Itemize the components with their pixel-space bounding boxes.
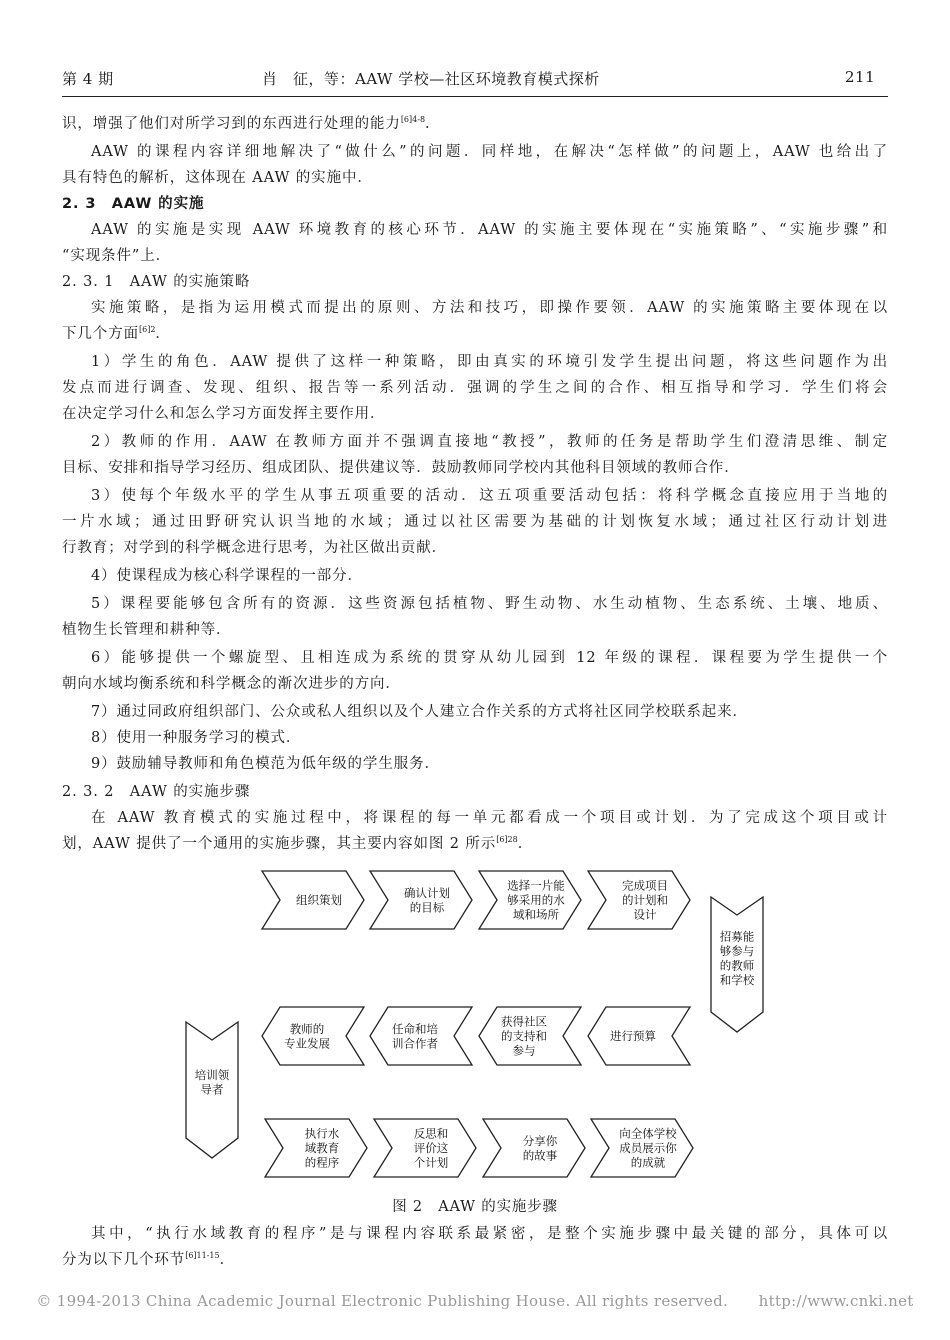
flow-step-label: 向全体学校成员展示你的成就	[619, 1126, 677, 1170]
paragraph-line: 在 AAW 教育模式的实施过程中，将课程的每一单元都看成一个项目或计划．为了完成这个项目或计	[91, 810, 888, 826]
flow-step-label: 组织策划	[296, 893, 342, 907]
list-item-3: 3）使每个年级水平的学生从事五项重要的活动．这五项重要活动包括：将科学概念直接应用于当地的	[91, 488, 888, 504]
flow-step-label: 教师的专业发展	[284, 1021, 330, 1051]
flow-step-label: 招募能够参与的教师和学校	[719, 929, 755, 987]
flow-step-label: 完成项目的计划和设计	[622, 878, 668, 922]
section-heading-2-3-1: 2. 3. 1 AAW 的实施策略	[62, 274, 251, 290]
list-item-1: 1）学生的角色．AAW 提供了这样一种策略，即由真实的环境引发学生提出问题，将这些问题作为出	[91, 354, 888, 370]
list-item-4: 4）使课程成为核心科学课程的一部分．	[91, 568, 363, 584]
list-item-5: 5）课程要能够包含所有的资源．这些资源包括植物、野生动物、水生动植物、生态系统、土壤、地质、	[91, 596, 888, 612]
list-item-3-cont: 行教育；对学到的科学概念进行思考，为社区做出贡献．	[62, 540, 447, 556]
paragraph-line: 划，AAW 提供了一个通用的实施步骤，其主要内容如图 2 所示$^{[6]28}$．	[62, 835, 534, 852]
page-number: 211	[845, 68, 876, 86]
section-heading-2-3: 2. 3 AAW 的实施	[62, 196, 205, 212]
list-item-7: 7）通过同政府组织部门、公众或私人组织以及个人建立合作关系的方式将社区同学校联系起来．	[91, 704, 748, 720]
flow-step-label: 确认计划的目标	[404, 885, 450, 915]
list-item-6: 6）能够提供一个螺旋型、且相连成为系统的贯穿从幼儿园到 12 年级的课程．课程要为学生提供一个	[91, 650, 888, 666]
paragraph-line: 实施策略，是指为运用模式而提出的原则、方法和技巧，即操作要领．AAW 的实施策略主要体现在以	[91, 300, 888, 316]
list-item-2-cont: 目标、安排和指导学习经历、组成团队、提供建议等．鼓励教师同学校内其他科目领域的教师合作．	[62, 460, 740, 476]
paragraph-line: 识，增强了他们对所学习到的东西进行处理的能力$^{[6]4-8}$.	[62, 115, 431, 132]
section-heading-2-3-2: 2. 3. 2 AAW 的实施步骤	[62, 784, 251, 800]
copyright-footer: © 1994-2013 China Academic Journal Electronic Publishing House. All rights reserved. http://www.cnki.net	[36, 1292, 914, 1310]
list-item-3-cont: 一片水域；通过田野研究认识当地的水域；通过以社区需要为基础的计划恢复水域；通过社区行动计划进	[62, 514, 888, 530]
list-item-1-cont: 发点而进行调查、发现、组织、报告等一系列活动．强调的学生之间的合作、相互指导和学习．学生们将会	[62, 380, 888, 396]
citation: [6]2	[139, 325, 156, 335]
list-item-1-cont: 在决定学习什么和怎么学习方面发挥主要作用．	[62, 406, 386, 422]
list-item-9: 9）鼓励辅导教师和角色模范为低年级的学生服务．	[91, 756, 440, 772]
journal-issue: 第 4 期	[62, 70, 114, 88]
paragraph-line: AAW 的课程内容详细地解决了“做什么”的问题．同样地，在解决“怎样做”的问题上，AAW 也给出了	[91, 144, 888, 160]
paragraph-line: 分为以下几个环节$^{[6]11-15}$．	[62, 1251, 236, 1268]
list-item-5-cont: 植物生长管理和耕种等．	[62, 622, 232, 638]
flow-step-label: 进行预算	[610, 1029, 656, 1043]
list-item-8: 8）使用一种服务学习的模式．	[91, 730, 302, 746]
citation: [6]4-8	[400, 115, 426, 125]
flow-step-label: 获得社区的支持和参与	[501, 1014, 547, 1058]
citation: [6]11-15	[185, 1251, 220, 1261]
header-rule	[62, 96, 888, 97]
flow-step-label: 分享你的故事	[522, 1133, 558, 1163]
flow-step-label: 执行水域教育的程序	[304, 1126, 340, 1170]
running-title: 肖 征，等：AAW 学校—社区环境教育模式探析	[262, 70, 600, 88]
figure-caption: 图 2 AAW 的实施步骤	[392, 1199, 558, 1215]
paragraph-line: 具有特色的解析，这体现在 AAW 的实施中．	[62, 170, 373, 186]
paragraph-line: 下几个方面$^{[6]2}$．	[62, 325, 171, 342]
flow-step-label: 培训领导者	[194, 1067, 230, 1097]
paragraph-line: 其中，“执行水域教育的程序”是与课程内容联系最紧密，是整个实施步骤中最关键的部分，具体可以	[91, 1226, 888, 1242]
flow-step-label: 任命和培训合作者	[392, 1021, 438, 1051]
implementation-steps-diagram	[0, 860, 950, 1190]
paragraph-line: “实现条件”上．	[62, 248, 172, 264]
flow-step-label: 反思和评价这个计划	[413, 1126, 449, 1170]
list-item-6-cont: 朝向水域均衡系统和科学概念的渐次进步的方向．	[62, 676, 401, 692]
flow-step-label: 选择一片能够采用的水域和场所	[507, 878, 565, 922]
citation: [6]28	[496, 835, 518, 845]
list-item-2: 2）教师的作用．AAW 在教师方面并不强调直接地“教授”，教师的任务是帮助学生们澄清思维、制定	[91, 434, 888, 450]
paragraph-line: AAW 的实施是实现 AAW 环境教育的核心环节．AAW 的实施主要体现在“实施策略”、“实施步骤”和	[91, 222, 888, 238]
